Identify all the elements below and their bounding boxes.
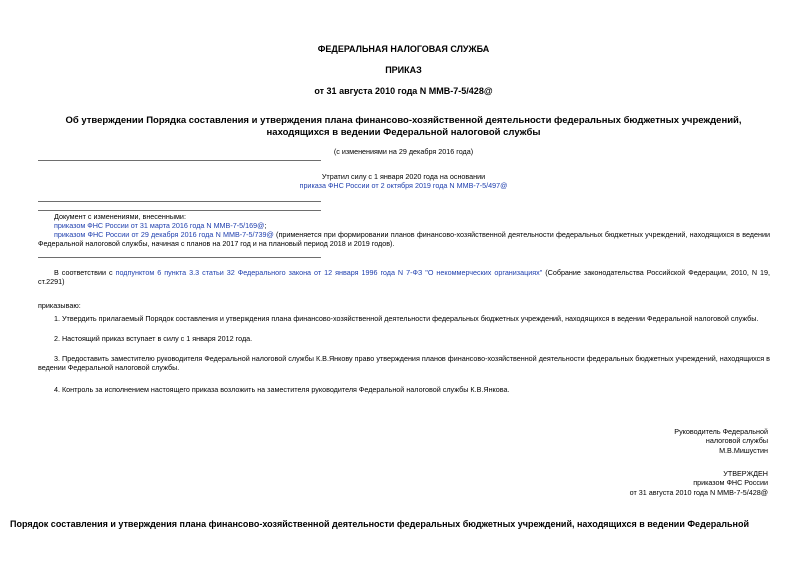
expired-line: Утратил силу с 1 января 2020 года на основании [321, 172, 486, 181]
amendment-link-1[interactable]: приказом ФНС России от 31 марта 2016 года N ММВ-7-5/169@ [54, 221, 265, 231]
order-item-1: 1. Утвердить прилагаемый Порядок составления и утверждения плана финансово-хозяйственной деятельности федеральных бюджетных учреждений, находящихся в ведении Федеральной налоговой службы. [54, 314, 759, 323]
preamble-prefix: В соответствии с [54, 268, 116, 277]
amendment-link-1-suffix: ; [264, 221, 267, 231]
agency-heading: ФЕДЕРАЛЬНАЯ НАЛОГОВАЯ СЛУЖБА [317, 44, 490, 54]
amendment-link-2[interactable]: приказом ФНС России от 29 декабря 2016 года N ММВ-7-5/739@ [54, 230, 274, 239]
approved-by: приказом ФНС России [693, 478, 768, 488]
order-item-3: 3. Предоставить заместителю руководителя Федеральной налоговой службы К.В.Янкову право утверждения планов финансово-хозяйственной деятельности федеральных бюджетных учреждений, находящихся в ведении Федеральной налоговой службы. [38, 354, 770, 373]
order-word: приказываю: [38, 301, 81, 310]
divider [38, 257, 321, 258]
order-item-2: 2. Настоящий приказ вступает в силу с 1 января 2012 года. [54, 334, 253, 343]
amendments-block [54, 212, 770, 230]
amendment-2 [38, 230, 770, 248]
divider [38, 201, 321, 202]
signature-agency: налоговой службы [705, 436, 768, 446]
expired-link[interactable]: приказа ФНС России от 2 октября 2019 года N ММВ-7-5/497@ [299, 181, 508, 190]
date-number-heading: от 31 августа 2010 года N ММВ-7-5/428@ [314, 86, 493, 96]
amendments-intro: Документ с изменениями, внесенными: [54, 212, 186, 221]
procedure-title: Порядок составления и утверждения плана финансово-хозяйственной деятельности федеральных бюджетных учреждений, находящихся в ведении Федеральной [10, 519, 750, 529]
preamble [38, 268, 770, 286]
approved-label: УТВЕРЖДЕН [723, 469, 768, 478]
amendment-link-2-suffix: (применяется при формировании планов финансово-хозяйственной деятельности федеральных бюджетных учреждений, находящихся в ведении Федеральной налоговой службы, начиная с планов на 2017 год и на плановый период 2018 и 2019 годов). [38, 230, 770, 249]
expired-note [38, 172, 769, 190]
order-item-4: 4. Контроль за исполнением настоящего приказа возложить на заместителя руководителя Федеральной налоговой службы К.В.Янкова. [54, 385, 510, 394]
signature-name: М.В.Мишустин [719, 445, 768, 455]
divider [38, 210, 321, 211]
doc-type-heading: ПРИКАЗ [385, 65, 422, 75]
changes-note: (с изменениями на 29 декабря 2016 года) [333, 147, 474, 156]
signature-block [674, 427, 768, 455]
divider [38, 160, 321, 161]
approved-block [630, 469, 768, 497]
signature-position: Руководитель Федеральной [674, 427, 768, 436]
preamble-suffix: (Собрание законодательства Российской Федерации, 2010, N 19, ст.2291) [38, 268, 770, 287]
preamble-law-link[interactable]: подпунктом 6 пункта 3.3 статьи 32 Федерального закона от 12 января 1996 года N 7-ФЗ "О некоммерческих организациях" [115, 268, 543, 277]
document-title: Об утверждении Порядка составления и утверждения плана финансово-хозяйственной деятельности федеральных бюджетных учреждений, находящихся в ведении Федеральной налоговой службы [65, 115, 742, 138]
approved-date-number: от 31 августа 2010 года N ММВ-7-5/428@ [629, 487, 768, 497]
